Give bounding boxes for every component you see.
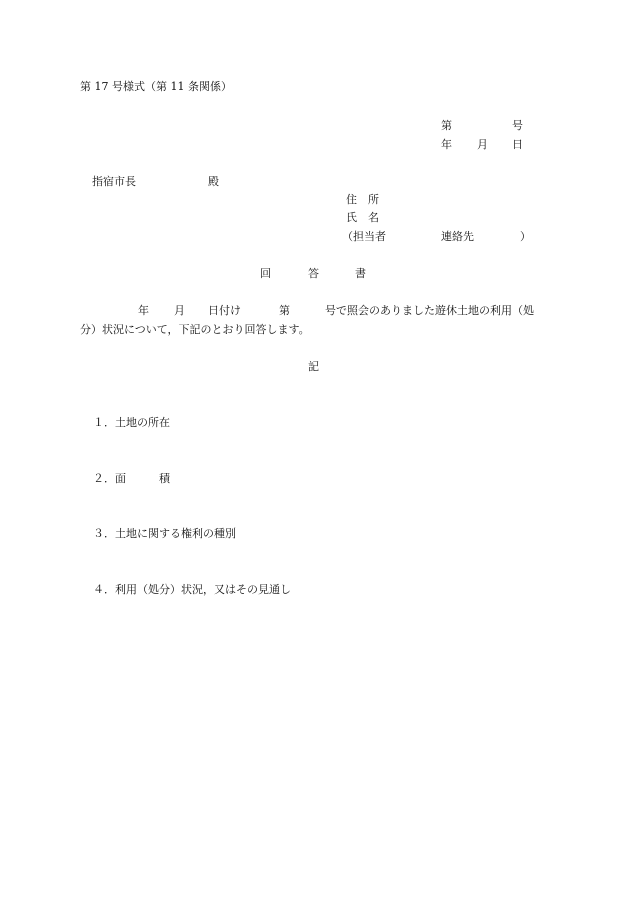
addressee-name: 指宿市長 (92, 175, 136, 188)
date-day-label: 日 (512, 138, 523, 151)
contact-person-label: （担当者 (342, 230, 386, 243)
body-year-label: 年 (138, 304, 149, 317)
body-dated-label: 日付け (208, 304, 241, 317)
contact-close-paren: ） (520, 230, 531, 243)
date-year-label: 年 (441, 138, 452, 151)
document-title-char-2: 答 (308, 267, 319, 280)
contact-info-label: 連絡先 (441, 230, 474, 243)
reference-number-suffix: 号 (512, 119, 523, 132)
document-title-char-3: 書 (355, 267, 366, 280)
reference-number-prefix: 第 (441, 119, 452, 132)
item-land-area: ２．面 積 (93, 472, 170, 485)
sender-address-label: 住 所 (346, 193, 379, 206)
addressee-honorific: 殿 (208, 175, 219, 188)
body-month-label: 月 (174, 304, 185, 317)
item-usage-status: ４．利用（処分）状況，又はその見通し (93, 583, 291, 596)
date-month-label: 月 (477, 138, 488, 151)
ki-heading: 記 (308, 360, 319, 373)
item-land-rights: ３．土地に関する権利の種別 (93, 527, 236, 540)
form-title: 第 17 号様式（第 11 条関係） (80, 80, 232, 93)
item-land-location: １．土地の所在 (93, 416, 170, 429)
body-line1-text: 号で照会のありました遊休土地の利用（処 (325, 304, 534, 317)
sender-name-label: 氏 名 (346, 211, 379, 224)
body-line2-text: 分）状況について，下記のとおり回答します。 (80, 323, 310, 336)
body-number-prefix: 第 (279, 304, 290, 317)
document-title-char-1: 回 (260, 267, 271, 280)
